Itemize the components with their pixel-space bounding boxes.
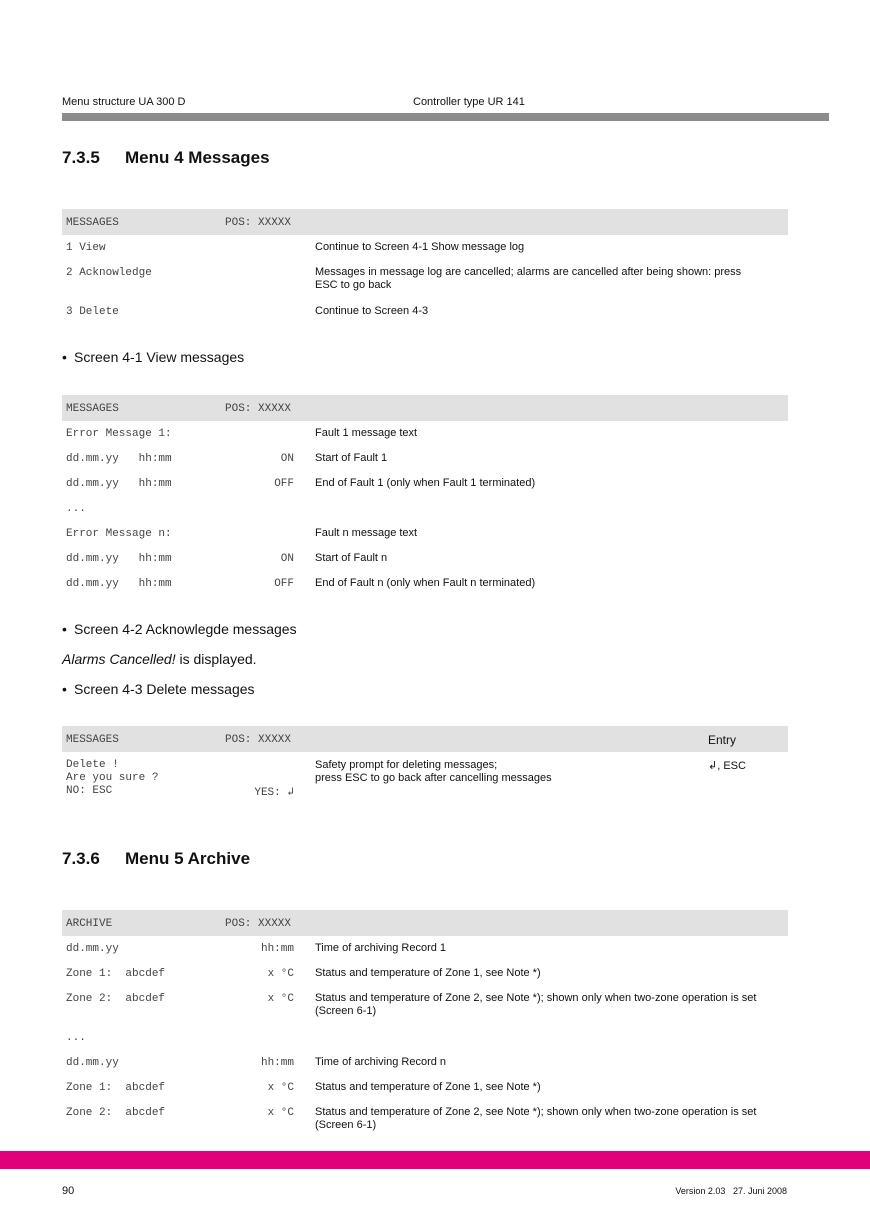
row-label: Zone 2: abcdef bbox=[66, 1107, 166, 1119]
bullet-text: Screen 4-1 View messages bbox=[74, 349, 245, 365]
row-value: x °C bbox=[267, 993, 294, 1005]
section-title: Menu 5 Archive bbox=[125, 849, 251, 868]
header-pos: POS: XXXXX bbox=[225, 918, 292, 930]
row-description: Start of Fault 1 bbox=[315, 452, 388, 464]
alarms-cancelled-italic: Alarms Cancelled! bbox=[62, 651, 176, 667]
row-label: Error Message 1: bbox=[66, 428, 172, 440]
table-row bbox=[62, 752, 788, 802]
header-messages: MESSAGES bbox=[66, 217, 119, 229]
table-row bbox=[62, 571, 788, 596]
row-description: Status and temperature of Zone 2, see Note *); shown only when two-zone operation is set bbox=[315, 992, 757, 1004]
table-header bbox=[62, 209, 788, 235]
row-description: Fault 1 message text bbox=[315, 427, 418, 439]
table-row bbox=[62, 1075, 788, 1100]
row-label: dd.mm.yy bbox=[66, 1057, 119, 1069]
header-pos: POS: XXXXX bbox=[225, 403, 292, 415]
row-description: End of Fault n (only when Fault n terminated) bbox=[315, 577, 536, 589]
bullet-screen-4-2 bbox=[62, 621, 297, 637]
table-header bbox=[62, 726, 788, 752]
row-label: ... bbox=[66, 1032, 86, 1044]
header-messages: MESSAGES bbox=[66, 734, 119, 746]
section-heading-7-3-5 bbox=[62, 148, 270, 168]
bullet-dot-icon: • bbox=[62, 681, 67, 697]
menu4-table bbox=[62, 209, 788, 324]
row-description: Continue to Screen 4-1 Show message log bbox=[315, 241, 525, 253]
lcd-line-1: Delete ! bbox=[66, 759, 119, 771]
row-description-cont: (Screen 6-1) bbox=[315, 1119, 377, 1131]
paragraph-rest: is displayed. bbox=[175, 651, 257, 667]
row-value: OFF bbox=[274, 478, 294, 490]
table-row bbox=[62, 1100, 788, 1139]
table-row bbox=[62, 260, 788, 299]
table-header bbox=[62, 395, 788, 421]
row-value: OFF bbox=[274, 578, 294, 590]
version-info: Version 2.03 27. Juni 2008 bbox=[675, 1186, 787, 1196]
table-row bbox=[62, 235, 788, 260]
screen-4-3-table bbox=[62, 726, 788, 802]
table-row bbox=[62, 961, 788, 986]
header-rule bbox=[62, 113, 829, 121]
bullet-screen-4-3 bbox=[62, 681, 255, 697]
header-center: Controller type UR 141 bbox=[413, 96, 525, 108]
page-number: 90 bbox=[62, 1185, 75, 1197]
lcd-line-3-right: YES: ↲ bbox=[254, 787, 294, 799]
row-description: Status and temperature of Zone 2, see Note *); shown only when two-zone operation is set bbox=[315, 1106, 757, 1118]
table-row bbox=[62, 496, 788, 521]
row-description: Continue to Screen 4-3 bbox=[315, 305, 429, 317]
table-row bbox=[62, 471, 788, 496]
menu-item-view: 1 View bbox=[66, 242, 106, 254]
section-title: Menu 4 Messages bbox=[125, 148, 270, 167]
header-messages: MESSAGES bbox=[66, 403, 119, 415]
header-entry: Entry bbox=[708, 733, 737, 747]
header-left: Menu structure UA 300 D bbox=[62, 96, 186, 108]
menu-item-acknowledge: 2 Acknowledge bbox=[66, 267, 152, 279]
archive-table bbox=[62, 910, 788, 1139]
row-description: Status and temperature of Zone 1, see Note *) bbox=[315, 1081, 541, 1093]
row-description: Start of Fault n bbox=[315, 552, 388, 564]
row-description: Messages in message log are cancelled; alarms are cancelled after being shown: press bbox=[315, 266, 742, 278]
header-pos: POS: XXXXX bbox=[225, 217, 292, 229]
section-number: 7.3.5 bbox=[62, 148, 100, 167]
table-row bbox=[62, 936, 788, 961]
row-value: x °C bbox=[267, 1107, 294, 1119]
table-header bbox=[62, 910, 788, 936]
alarms-cancelled-paragraph bbox=[62, 651, 257, 667]
row-value: ON bbox=[280, 553, 294, 565]
table-row bbox=[62, 1025, 788, 1050]
screen-4-1-table bbox=[62, 395, 788, 596]
row-label: dd.mm.yy hh:mm bbox=[66, 478, 172, 490]
lcd-line-3-left: NO: ESC bbox=[66, 785, 113, 797]
row-value: hh:mm bbox=[260, 943, 294, 955]
row-label: dd.mm.yy hh:mm bbox=[66, 453, 172, 465]
table-row bbox=[62, 299, 788, 324]
row-value: ON bbox=[280, 453, 294, 465]
row-description-cont: (Screen 6-1) bbox=[315, 1005, 377, 1017]
menu-item-delete: 3 Delete bbox=[66, 306, 119, 318]
table-row bbox=[62, 1050, 788, 1075]
section-heading-7-3-6 bbox=[62, 849, 250, 869]
row-label: dd.mm.yy bbox=[66, 943, 119, 955]
table-row bbox=[62, 986, 788, 1025]
row-label: Zone 2: abcdef bbox=[66, 993, 166, 1005]
bullet-text: Screen 4-2 Acknowlegde messages bbox=[74, 621, 297, 637]
bullet-text: Screen 4-3 Delete messages bbox=[74, 681, 255, 697]
header-archive: ARCHIVE bbox=[66, 918, 113, 930]
bullet-dot-icon: • bbox=[62, 621, 67, 637]
row-description: Status and temperature of Zone 1, see Note *) bbox=[315, 967, 541, 979]
row-description: Time of archiving Record n bbox=[315, 1056, 447, 1068]
row-label: Error Message n: bbox=[66, 528, 172, 540]
table-row bbox=[62, 421, 788, 446]
row-value: hh:mm bbox=[260, 1057, 294, 1069]
row-value: x °C bbox=[267, 968, 294, 980]
row-value: x °C bbox=[267, 1082, 294, 1094]
row-label: dd.mm.yy hh:mm bbox=[66, 578, 172, 590]
entry-keys: ↲, ESC bbox=[708, 760, 746, 772]
row-label: dd.mm.yy hh:mm bbox=[66, 553, 172, 565]
bullet-screen-4-1 bbox=[62, 349, 244, 365]
lcd-line-2: Are you sure ? bbox=[66, 772, 159, 784]
row-description: Safety prompt for deleting messages; bbox=[315, 759, 498, 771]
row-label: Zone 1: abcdef bbox=[66, 1082, 166, 1094]
section-number: 7.3.6 bbox=[62, 849, 100, 868]
bullet-dot-icon: • bbox=[62, 349, 67, 365]
header-pos: POS: XXXXX bbox=[225, 734, 292, 746]
footer-accent-bar bbox=[0, 1151, 870, 1169]
row-label: Zone 1: abcdef bbox=[66, 968, 166, 980]
row-label: ... bbox=[66, 503, 86, 515]
row-description-cont: press ESC to go back after cancelling messages bbox=[315, 772, 552, 784]
row-description: Fault n message text bbox=[315, 527, 418, 539]
row-description-cont: ESC to go back bbox=[315, 279, 392, 291]
table-row bbox=[62, 446, 788, 471]
table-row bbox=[62, 546, 788, 571]
row-description: Time of archiving Record 1 bbox=[315, 942, 447, 954]
table-row bbox=[62, 521, 788, 546]
row-description: End of Fault 1 (only when Fault 1 terminated) bbox=[315, 477, 536, 489]
